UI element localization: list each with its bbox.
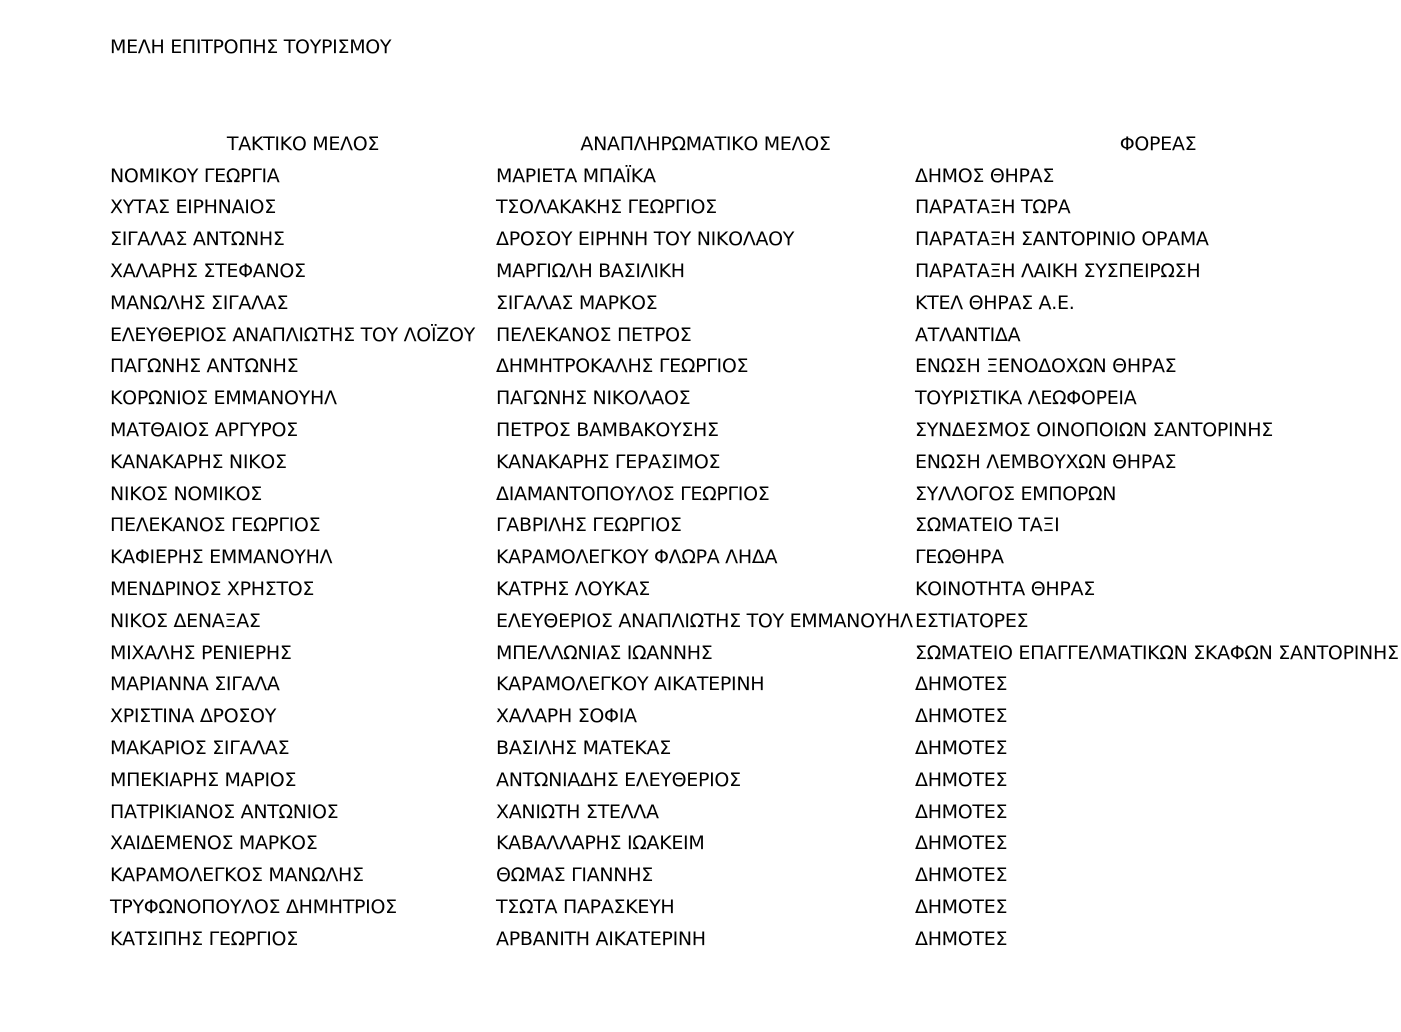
cell-body: ΔΗΜΟΤΕΣ (915, 927, 1008, 950)
table-row (110, 478, 1401, 510)
cell-regular-member: ΜΑΡΙΑΝΝΑ ΣΙΓΑΛΑ (110, 673, 280, 696)
cell-alternate-member: ΣΙΓΑΛΑΣ ΜΑΡΚΟΣ (496, 291, 658, 314)
table-row (110, 351, 1401, 383)
cell-alternate-member: ΒΑΣΙΛΗΣ ΜΑΤΕΚΑΣ (496, 737, 671, 760)
table-header-row (110, 128, 1401, 160)
cell-body: ΚΟΙΝΟΤΗΤΑ ΘΗΡΑΣ (915, 578, 1095, 601)
cell-body: ΓΕΩΘΗΡΑ (915, 546, 1004, 569)
table-row (110, 796, 1401, 828)
table-row (110, 573, 1401, 605)
table-row (110, 828, 1401, 860)
header-alternate-member: ΑΝΑΠΛΗΡΩΜΑΤΙΚΟ ΜΕΛΟΣ (580, 132, 831, 155)
cell-alternate-member: ΤΣΟΛΑΚΑΚΗΣ ΓΕΩΡΓΙΟΣ (496, 196, 717, 219)
cell-alternate-member: ΚΑΝΑΚΑΡΗΣ ΓΕΡΑΣΙΜΟΣ (496, 450, 721, 473)
cell-regular-member: ΜΕΝΔΡΙΝΟΣ ΧΡΗΣΤΟΣ (110, 578, 315, 601)
cell-regular-member: ΧΥΤΑΣ ΕΙΡΗΝΑΙΟΣ (110, 196, 276, 219)
table-row (110, 414, 1401, 446)
cell-body: ΠΑΡΑΤΑΞΗ ΤΩΡΑ (915, 196, 1071, 219)
cell-regular-member: ΚΟΡΩΝΙΟΣ ΕΜΜΑΝΟΥΗΛ (110, 387, 337, 410)
cell-alternate-member: ΘΩΜΑΣ ΓΙΑΝΝΗΣ (496, 864, 653, 887)
cell-alternate-member: ΚΑΡΑΜΟΛΕΓΚΟΥ ΦΛΩΡΑ ΛΗΔΑ (496, 546, 778, 569)
cell-alternate-member: ΤΣΩΤΑ ΠΑΡΑΣΚΕΥΗ (496, 896, 675, 919)
cell-body: ΕΣΤΙΑΤΟΡΕΣ (915, 609, 1029, 632)
cell-regular-member: ΧΑΛΑΡΗΣ ΣΤΕΦΑΝΟΣ (110, 260, 306, 283)
cell-body: ΚΤΕΛ ΘΗΡΑΣ Α.Ε. (915, 291, 1075, 314)
cell-alternate-member: ΔΗΜΗΤΡΟΚΑΛΗΣ ΓΕΩΡΓΙΟΣ (496, 355, 749, 378)
cell-regular-member: ΣΙΓΑΛΑΣ ΑΝΤΩΝΗΣ (110, 228, 285, 251)
cell-body: ΔΗΜΟΤΕΣ (915, 737, 1008, 760)
cell-alternate-member: ΧΑΛΑΡΗ ΣΟΦΙΑ (496, 705, 637, 728)
cell-body: ΔΗΜΟΤΕΣ (915, 896, 1008, 919)
cell-alternate-member: ΜΠΕΛΛΩΝΙΑΣ ΙΩΑΝΝΗΣ (496, 641, 713, 664)
cell-regular-member: ΜΙΧΑΛΗΣ ΡΕΝΙΕΡΗΣ (110, 641, 292, 664)
cell-alternate-member: ΠΕΛΕΚΑΝΟΣ ΠΕΤΡΟΣ (496, 323, 692, 346)
table-row (110, 732, 1401, 764)
table-row (110, 923, 1401, 955)
cell-alternate-member: ΑΡΒΑΝΙΤΗ ΑΙΚΑΤΕΡΙΝΗ (496, 927, 706, 950)
cell-regular-member: ΚΑΦΙΕΡΗΣ ΕΜΜΑΝΟΥΗΛ (110, 546, 333, 569)
cell-body: ΣΥΝΔΕΣΜΟΣ ΟΙΝΟΠΟΙΩΝ ΣΑΝΤΟΡΙΝΗΣ (915, 419, 1273, 442)
table-row (110, 637, 1401, 669)
page-title: ΜΕΛΗ ΕΠΙΤΡΟΠΗΣ ΤΟΥΡΙΣΜΟΥ (110, 36, 392, 58)
cell-alternate-member: ΜΑΡΓΙΩΛΗ ΒΑΣΙΛΙΚΗ (496, 260, 685, 283)
cell-regular-member: ΠΑΓΩΝΗΣ ΑΝΤΩΝΗΣ (110, 355, 299, 378)
cell-alternate-member: ΔΙΑΜΑΝΤΟΠΟΥΛΟΣ ΓΕΩΡΓΙΟΣ (496, 482, 770, 505)
table-row (110, 510, 1401, 542)
cell-body: ΔΗΜΟΤΕΣ (915, 800, 1008, 823)
cell-alternate-member: ΜΑΡΙΕΤΑ ΜΠΑΪΚΑ (496, 164, 656, 187)
cell-alternate-member: ΚΑΡΑΜΟΛΕΓΚΟΥ ΑΙΚΑΤΕΡΙΝΗ (496, 673, 765, 696)
cell-body: ΔΗΜΟΣ ΘΗΡΑΣ (915, 164, 1055, 187)
cell-alternate-member: ΚΑΤΡΗΣ ΛΟΥΚΑΣ (496, 578, 650, 601)
committee-members-table (110, 128, 1401, 955)
cell-alternate-member: ΠΕΤΡΟΣ ΒΑΜΒΑΚΟΥΣΗΣ (496, 419, 719, 442)
table-row (110, 859, 1401, 891)
cell-regular-member: ΝΙΚΟΣ ΝΟΜΙΚΟΣ (110, 482, 262, 505)
table-row (110, 891, 1401, 923)
table-row (110, 700, 1401, 732)
cell-alternate-member: ΠΑΓΩΝΗΣ ΝΙΚΟΛΑΟΣ (496, 387, 691, 410)
table-row (110, 764, 1401, 796)
cell-body: ΔΗΜΟΤΕΣ (915, 832, 1008, 855)
cell-regular-member: ΚΑΝΑΚΑΡΗΣ ΝΙΚΟΣ (110, 450, 287, 473)
cell-body: ΣΩΜΑΤΕΙΟ ΕΠΑΓΓΕΛΜΑΤΙΚΩΝ ΣΚΑΦΩΝ ΣΑΝΤΟΡΙΝΗΣ (915, 641, 1399, 664)
cell-regular-member: ΜΑΝΩΛΗΣ ΣΙΓΑΛΑΣ (110, 291, 289, 314)
cell-regular-member: ΝΟΜΙΚΟΥ ΓΕΩΡΓΙΑ (110, 164, 280, 187)
cell-alternate-member: ΓΑΒΡΙΛΗΣ ΓΕΩΡΓΙΟΣ (496, 514, 682, 537)
cell-alternate-member: ΔΡΟΣΟΥ ΕΙΡΗΝΗ ΤΟΥ ΝΙΚΟΛΑΟΥ (496, 228, 795, 251)
cell-body: ΠΑΡΑΤΑΞΗ ΛΑΙΚΗ ΣΥΣΠΕΙΡΩΣΗ (915, 260, 1201, 283)
table-row (110, 255, 1401, 287)
cell-regular-member: ΕΛΕΥΘΕΡΙΟΣ ΑΝΑΠΛΙΩΤΗΣ ΤΟΥ ΛΟΪΖΟΥ (110, 323, 475, 346)
cell-body: ΑΤΛΑΝΤΙΔΑ (915, 323, 1021, 346)
cell-body: ΔΗΜΟΤΕΣ (915, 864, 1008, 887)
cell-alternate-member: ΑΝΤΩΝΙΑΔΗΣ ΕΛΕΥΘΕΡΙΟΣ (496, 768, 741, 791)
table-row (110, 446, 1401, 478)
cell-body: ΔΗΜΟΤΕΣ (915, 705, 1008, 728)
cell-body: ΕΝΩΣΗ ΛΕΜΒΟΥΧΩΝ ΘΗΡΑΣ (915, 450, 1177, 473)
cell-body: ΣΩΜΑΤΕΙΟ ΤΑΞΙ (915, 514, 1060, 537)
table-row (110, 160, 1401, 192)
table-row (110, 605, 1401, 637)
cell-body: ΤΟΥΡΙΣΤΙΚΑ ΛΕΩΦΟΡΕΙΑ (915, 387, 1137, 410)
cell-regular-member: ΜΑΚΑΡΙΟΣ ΣΙΓΑΛΑΣ (110, 737, 290, 760)
table-row (110, 382, 1401, 414)
header-body: ΦΟΡΕΑΣ (1119, 132, 1197, 155)
cell-alternate-member: ΚΑΒΑΛΛΑΡΗΣ ΙΩΑΚΕΙΜ (496, 832, 705, 855)
cell-body: ΕΝΩΣΗ ΞΕΝΟΔΟΧΩΝ ΘΗΡΑΣ (915, 355, 1177, 378)
cell-body: ΔΗΜΟΤΕΣ (915, 673, 1008, 696)
cell-regular-member: ΧΑΙΔΕΜΕΝΟΣ ΜΑΡΚΟΣ (110, 832, 318, 855)
cell-regular-member: ΜΑΤΘΑΙΟΣ ΑΡΓΥΡΟΣ (110, 419, 298, 442)
table-row (110, 287, 1401, 319)
table-body (110, 160, 1401, 955)
cell-regular-member: ΠΕΛΕΚΑΝΟΣ ΓΕΩΡΓΙΟΣ (110, 514, 321, 537)
cell-regular-member: ΝΙΚΟΣ ΔΕΝΑΞΑΣ (110, 609, 261, 632)
table-row (110, 541, 1401, 573)
cell-regular-member: ΚΑΡΑΜΟΛΕΓΚΟΣ ΜΑΝΩΛΗΣ (110, 864, 364, 887)
cell-body: ΠΑΡΑΤΑΞΗ ΣΑΝΤΟΡΙΝΙΟ ΟΡΑΜΑ (915, 228, 1209, 251)
cell-regular-member: ΚΑΤΣΙΠΗΣ ΓΕΩΡΓΙΟΣ (110, 927, 298, 950)
cell-alternate-member: ΕΛΕΥΘΕΡΙΟΣ ΑΝΑΠΛΙΩΤΗΣ ΤΟΥ ΕΜΜΑΝΟΥΗΛ (496, 609, 913, 632)
cell-body: ΔΗΜΟΤΕΣ (915, 768, 1008, 791)
cell-regular-member: ΤΡΥΦΩΝΟΠΟΥΛΟΣ ΔΗΜΗΤΡΙΟΣ (110, 896, 397, 919)
table-row (110, 192, 1401, 224)
cell-regular-member: ΜΠΕΚΙΑΡΗΣ ΜΑΡΙΟΣ (110, 768, 297, 791)
cell-regular-member: ΠΑΤΡΙΚΙΑΝΟΣ ΑΝΤΩΝΙΟΣ (110, 800, 339, 823)
table-row (110, 223, 1401, 255)
cell-regular-member: ΧΡΙΣΤΙΝΑ ΔΡΟΣΟΥ (110, 705, 277, 728)
table-row (110, 319, 1401, 351)
cell-body: ΣΥΛΛΟΓΟΣ ΕΜΠΟΡΩΝ (915, 482, 1117, 505)
table-row (110, 669, 1401, 701)
cell-alternate-member: ΧΑΝΙΩΤΗ ΣΤΕΛΛΑ (496, 800, 659, 823)
header-regular-member: ΤΑΚΤΙΚΟ ΜΕΛΟΣ (226, 132, 380, 155)
